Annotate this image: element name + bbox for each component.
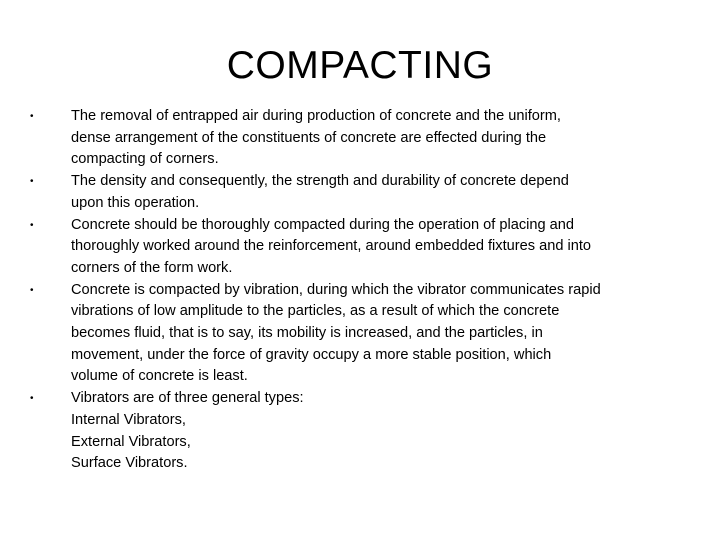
bullet-text-line: The density and consequently, the strength and durability of concrete depend xyxy=(71,173,569,190)
bullet-item xyxy=(30,106,690,171)
bullet-list xyxy=(30,106,690,475)
bullet-icon: • xyxy=(30,284,34,296)
bullet-text-line: compacting of corners. xyxy=(71,151,219,168)
bullet-text-line: corners of the form work. xyxy=(71,259,233,276)
bullet-text-line: vibrations of low amplitude to the particles, as a result of which the concrete xyxy=(71,303,560,320)
bullet-text-line: thoroughly worked around the reinforcement, around embedded fixtures and into xyxy=(71,238,592,255)
bullet-text-line: Vibrators are of three general types: xyxy=(71,390,304,407)
bullet-text-line: Internal Vibrators, xyxy=(71,411,186,428)
bullet-icon: • xyxy=(30,219,34,231)
bullet-text-line: volume of concrete is least. xyxy=(71,368,248,385)
bullet-icon: • xyxy=(30,176,34,188)
bullet-icon: • xyxy=(30,111,34,122)
bullet-icon: • xyxy=(30,393,34,405)
slide-title: COMPACTING xyxy=(226,44,494,87)
bullet-item xyxy=(30,171,690,214)
bullet-item xyxy=(30,215,690,280)
bullet-text-line: The removal of entrapped air during production of concrete and the uniform, xyxy=(71,108,561,124)
bullet-text-line: Concrete should be thoroughly compacted during the operation of placing and xyxy=(71,216,575,233)
bullet-text-line: External Vibrators, xyxy=(71,433,191,450)
bullet-text-line: movement, under the force of gravity occupy a more stable position, which xyxy=(71,346,552,363)
bullet-item xyxy=(30,388,690,475)
bullet-text-line: becomes fluid, that is to say, its mobility is increased, and the particles, in xyxy=(71,325,543,342)
bullet-text-line: Surface Vibrators. xyxy=(71,455,188,472)
bullet-item xyxy=(30,280,690,389)
bullet-text-line: upon this operation. xyxy=(71,194,200,211)
bullet-text-line: Concrete is compacted by vibration, during which the vibrator communicates rapid xyxy=(71,281,601,298)
bullet-text-line: dense arrangement of the constituents of concrete are effected during the xyxy=(71,129,547,146)
